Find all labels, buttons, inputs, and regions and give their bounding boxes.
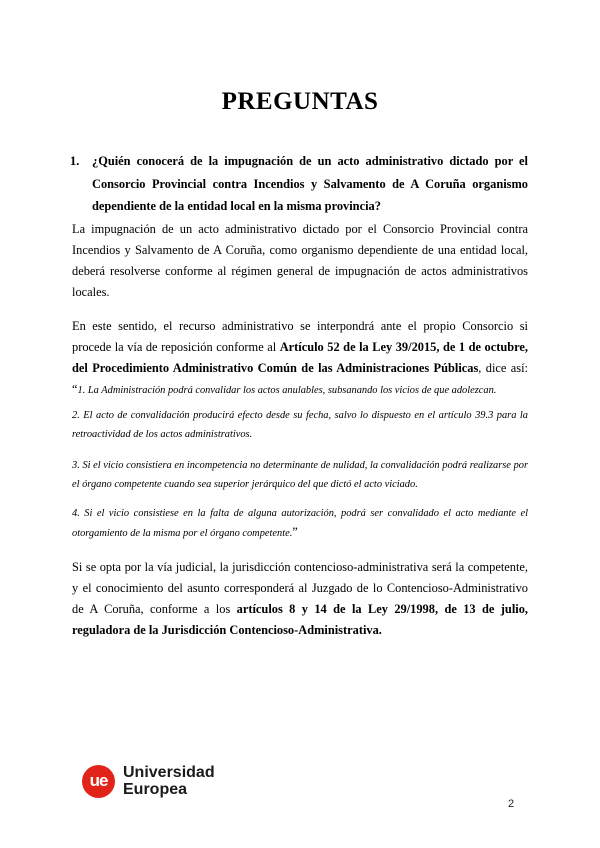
logo-line-2: Europea — [123, 781, 188, 798]
quote-2: 2. El acto de convalidación producirá efecto desde su fecha, salvo lo dispuesto en el artículo 39.3 para la retroactividad de los actos administrativos. — [72, 410, 528, 440]
paragraph-2-text-cont: , dice así: “ — [72, 361, 528, 396]
quote-4 — [72, 504, 528, 543]
university-logo — [82, 764, 215, 798]
page-number: 2 — [508, 798, 515, 810]
quote-3: 3. Si el vicio consistiera en incompetencia no determinante de nulidad, la convalidación podrá realizarse por el órgano competente cuando sea superior jerárquico del que dictó el acto viciado. — [72, 460, 528, 490]
question-item — [70, 150, 528, 218]
question-text: ¿Quién conocerá de la impugnación de un acto administrativo dictado por el Consorcio Provincial contra Incendios y Salvamento de A Coruña organismo dependiente de la entidad local en la misma provincia? — [92, 154, 528, 213]
paragraph-2-text: En este sentido, el recurso administrativo se interpondrá ante el propio Consorcio si procede la vía de reposición conforme al — [72, 319, 528, 354]
question-number: 1. — [70, 154, 80, 168]
logo-line-1: Universidad — [123, 764, 215, 781]
paragraph-3-text: Si se opta por la vía judicial, la jurisdicción contencioso-administrativa será la competente, y el conocimiento del asunto corresponderá al Juzgado de lo Contencioso-Administrativo de A Coruña, conforme a los — [72, 560, 528, 616]
ue-logo-icon: ue — [82, 765, 115, 798]
logo-wordmark — [123, 764, 215, 798]
quote-close-mark: ” — [292, 525, 298, 539]
paragraph-3 — [72, 557, 528, 641]
paragraph-2 — [72, 316, 528, 401]
quote-1: 1. La Administración podrá convalidar los actos anulables, subsanando los vicios de que adolezcan. — [77, 385, 497, 396]
quote-4-text: 4. Si el vicio consistiese en la falta de alguna autorización, podrá ser convalidado el acto mediante el otorgamiento de la misma por el órgano competente. — [72, 508, 528, 539]
page-title: PREGUNTAS — [221, 88, 379, 115]
paragraph-1: La impugnación de un acto administrativo dictado por el Consorcio Provincial contra Incendios y Salvamento de A Coruña, como organismo dependiente de una entidad local, deberá resolverse conforme al régimen general de impugnación de actos administrativos locales. — [72, 222, 528, 299]
law-reference-29-1998: artículos 8 y 14 de la Ley 29/1998, de 13 de julio, reguladora de la Jurisdicción Contencioso-Administrativa. — [72, 602, 528, 637]
law-reference-39-2015: Artículo 52 de la Ley 39/2015, de 1 de octubre, del Procedimiento Administrativo Común de las Administraciones Públicas — [72, 340, 528, 375]
